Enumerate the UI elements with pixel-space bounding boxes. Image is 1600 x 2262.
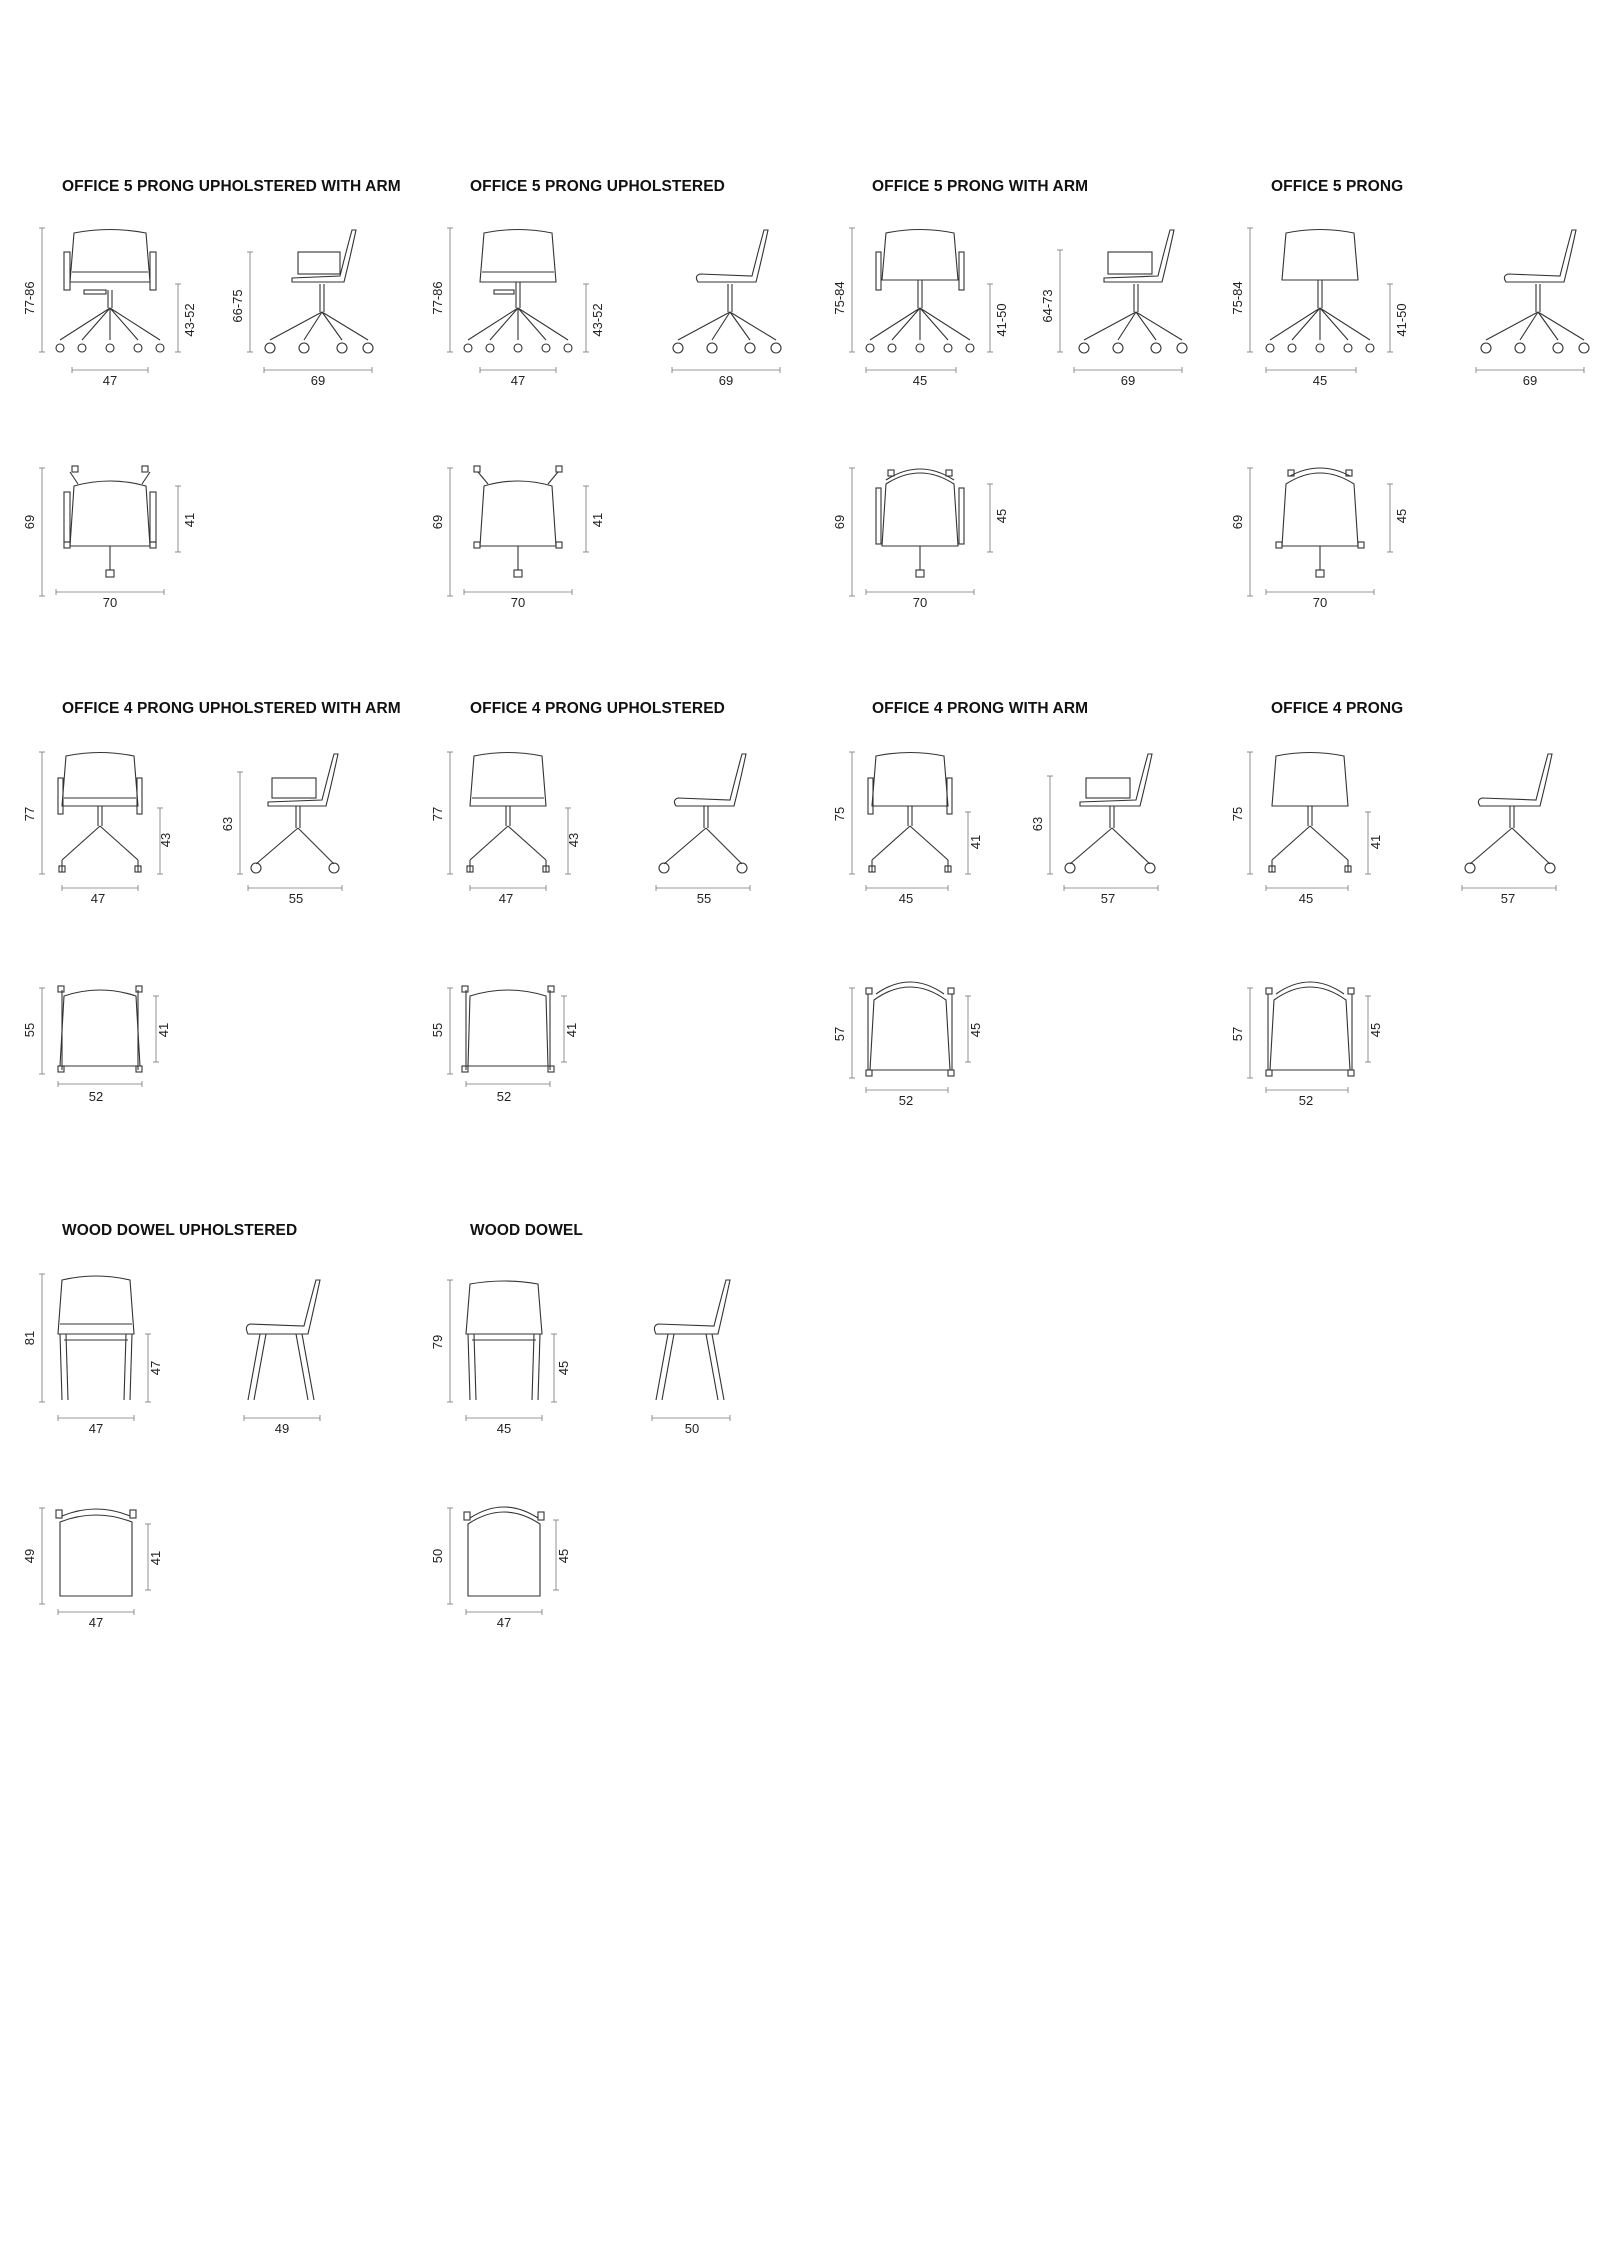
side-view-drawing — [244, 1280, 320, 1421]
section-title-office-4-prong-arm: OFFICE 4 PRONG WITH ARM — [872, 700, 1089, 717]
front-view-drawing — [39, 1274, 151, 1421]
front-width-label: 45 — [1312, 373, 1328, 388]
top-depth-label: 69 — [1230, 514, 1245, 530]
side-width-label: 69 — [718, 373, 734, 388]
section-title-wood-dowel-upholstered: WOOD DOWEL UPHOLSTERED — [62, 1222, 298, 1239]
top-view-drawing — [849, 468, 993, 596]
side-width-label: 49 — [274, 1421, 290, 1436]
top-depth-label: 55 — [22, 1022, 37, 1038]
top-width-label: 52 — [496, 1089, 512, 1104]
top-width-label: 70 — [912, 595, 928, 610]
top-seat-depth-label: 41 — [148, 1550, 163, 1566]
top-seat-depth-label: 45 — [1394, 508, 1409, 524]
front-height-label: 75-84 — [832, 281, 847, 315]
front-height-label: 75-84 — [1230, 281, 1245, 315]
top-view-drawing — [447, 466, 589, 596]
front-height-label: 77 — [430, 806, 445, 822]
side-width-label: 55 — [696, 891, 712, 906]
top-depth-label: 69 — [832, 514, 847, 530]
top-depth-label: 55 — [430, 1022, 445, 1038]
seat-height-label: 41 — [1368, 834, 1383, 850]
side-height-label: 64-73 — [1040, 289, 1055, 323]
top-view-drawing — [447, 1507, 559, 1615]
top-depth-label: 57 — [1230, 1026, 1245, 1042]
seat-height-label: 43 — [158, 832, 173, 848]
top-seat-depth-label: 41 — [590, 512, 605, 528]
side-height-label: 66-75 — [230, 289, 245, 323]
top-depth-label: 57 — [832, 1026, 847, 1042]
front-width-label: 47 — [90, 891, 106, 906]
top-width-label: 47 — [88, 1615, 104, 1630]
top-depth-label: 69 — [430, 514, 445, 530]
side-view-drawing — [247, 230, 373, 373]
top-seat-depth-label: 41 — [564, 1022, 579, 1038]
side-width-label: 69 — [1120, 373, 1136, 388]
side-view-drawing — [1462, 754, 1556, 891]
side-view-drawing — [1057, 230, 1187, 373]
side-width-label: 69 — [310, 373, 326, 388]
front-view-drawing — [447, 228, 589, 373]
front-width-label: 47 — [102, 373, 118, 388]
seat-height-label: 47 — [148, 1360, 163, 1376]
front-view-drawing — [39, 752, 163, 891]
top-width-label: 52 — [88, 1089, 104, 1104]
front-width-label: 45 — [898, 891, 914, 906]
side-width-label: 57 — [1100, 891, 1116, 906]
section-title-wood-dowel: WOOD DOWEL — [470, 1222, 583, 1239]
section-title-office-5-prong-arm: OFFICE 5 PRONG WITH ARM — [872, 178, 1089, 195]
side-view-drawing — [652, 1280, 730, 1421]
side-view-drawing — [1047, 754, 1158, 891]
top-depth-label: 49 — [22, 1548, 37, 1564]
top-width-label: 70 — [1312, 595, 1328, 610]
side-view-drawing — [656, 754, 750, 891]
top-view-drawing — [39, 466, 181, 596]
side-height-label: 63 — [220, 816, 235, 832]
side-view-drawing — [1476, 230, 1589, 373]
top-seat-depth-label: 41 — [156, 1022, 171, 1038]
side-width-label: 69 — [1522, 373, 1538, 388]
front-height-label: 79 — [430, 1334, 445, 1350]
front-view-drawing — [1247, 752, 1371, 891]
side-view-drawing — [237, 754, 342, 891]
section-title-office-5-prong: OFFICE 5 PRONG — [1271, 178, 1404, 195]
top-view-drawing — [1247, 468, 1393, 596]
top-view-drawing — [39, 986, 159, 1087]
top-seat-depth-label: 41 — [182, 512, 197, 528]
seat-height-label: 41 — [968, 834, 983, 850]
top-depth-label: 50 — [430, 1548, 445, 1564]
top-seat-depth-label: 45 — [1368, 1022, 1383, 1038]
front-view-drawing — [39, 228, 181, 373]
section-title-office-5-prong-upholstered: OFFICE 5 PRONG UPHOLSTERED — [470, 178, 725, 195]
section-title-office-5-prong-upholstered-arm: OFFICE 5 PRONG UPHOLSTERED WITH ARM — [62, 178, 401, 195]
top-seat-depth-label: 45 — [994, 508, 1009, 524]
top-seat-depth-label: 45 — [968, 1022, 983, 1038]
front-height-label: 81 — [22, 1330, 37, 1346]
top-width-label: 52 — [1298, 1093, 1314, 1108]
front-width-label: 47 — [88, 1421, 104, 1436]
top-seat-depth-label: 45 — [556, 1548, 571, 1564]
front-view-drawing — [849, 228, 993, 373]
top-view-drawing — [39, 1508, 151, 1615]
top-width-label: 52 — [898, 1093, 914, 1108]
front-width-label: 45 — [1298, 891, 1314, 906]
seat-height-label: 43-52 — [182, 303, 197, 337]
front-view-drawing — [447, 1280, 557, 1421]
side-width-label: 50 — [684, 1421, 700, 1436]
front-height-label: 77-86 — [430, 281, 445, 315]
section-title-office-4-prong: OFFICE 4 PRONG — [1271, 700, 1404, 717]
front-view-drawing — [1247, 228, 1393, 373]
front-width-label: 45 — [912, 373, 928, 388]
front-width-label: 47 — [498, 891, 514, 906]
front-height-label: 75 — [1230, 806, 1245, 822]
top-view-drawing — [447, 986, 567, 1087]
front-view-drawing — [849, 752, 971, 891]
section-title-office-4-prong-upholstered-arm: OFFICE 4 PRONG UPHOLSTERED WITH ARM — [62, 700, 401, 717]
top-width-label: 70 — [510, 595, 526, 610]
side-width-label: 55 — [288, 891, 304, 906]
seat-height-label: 43 — [566, 832, 581, 848]
front-width-label: 45 — [496, 1421, 512, 1436]
top-width-label: 47 — [496, 1615, 512, 1630]
front-height-label: 75 — [832, 806, 847, 822]
top-depth-label: 69 — [22, 514, 37, 530]
front-height-label: 77 — [22, 806, 37, 822]
top-view-drawing — [849, 982, 971, 1093]
side-view-drawing — [672, 230, 781, 373]
side-height-label: 63 — [1030, 816, 1045, 832]
front-height-label: 77-86 — [22, 281, 37, 315]
front-width-label: 47 — [510, 373, 526, 388]
seat-height-label: 41-50 — [1394, 303, 1409, 337]
section-title-office-4-prong-upholstered: OFFICE 4 PRONG UPHOLSTERED — [470, 700, 725, 717]
seat-height-label: 41-50 — [994, 303, 1009, 337]
top-view-drawing — [1247, 982, 1371, 1093]
seat-height-label: 43-52 — [590, 303, 605, 337]
side-width-label: 57 — [1500, 891, 1516, 906]
seat-height-label: 45 — [556, 1360, 571, 1376]
front-view-drawing — [447, 752, 571, 891]
top-width-label: 70 — [102, 595, 118, 610]
